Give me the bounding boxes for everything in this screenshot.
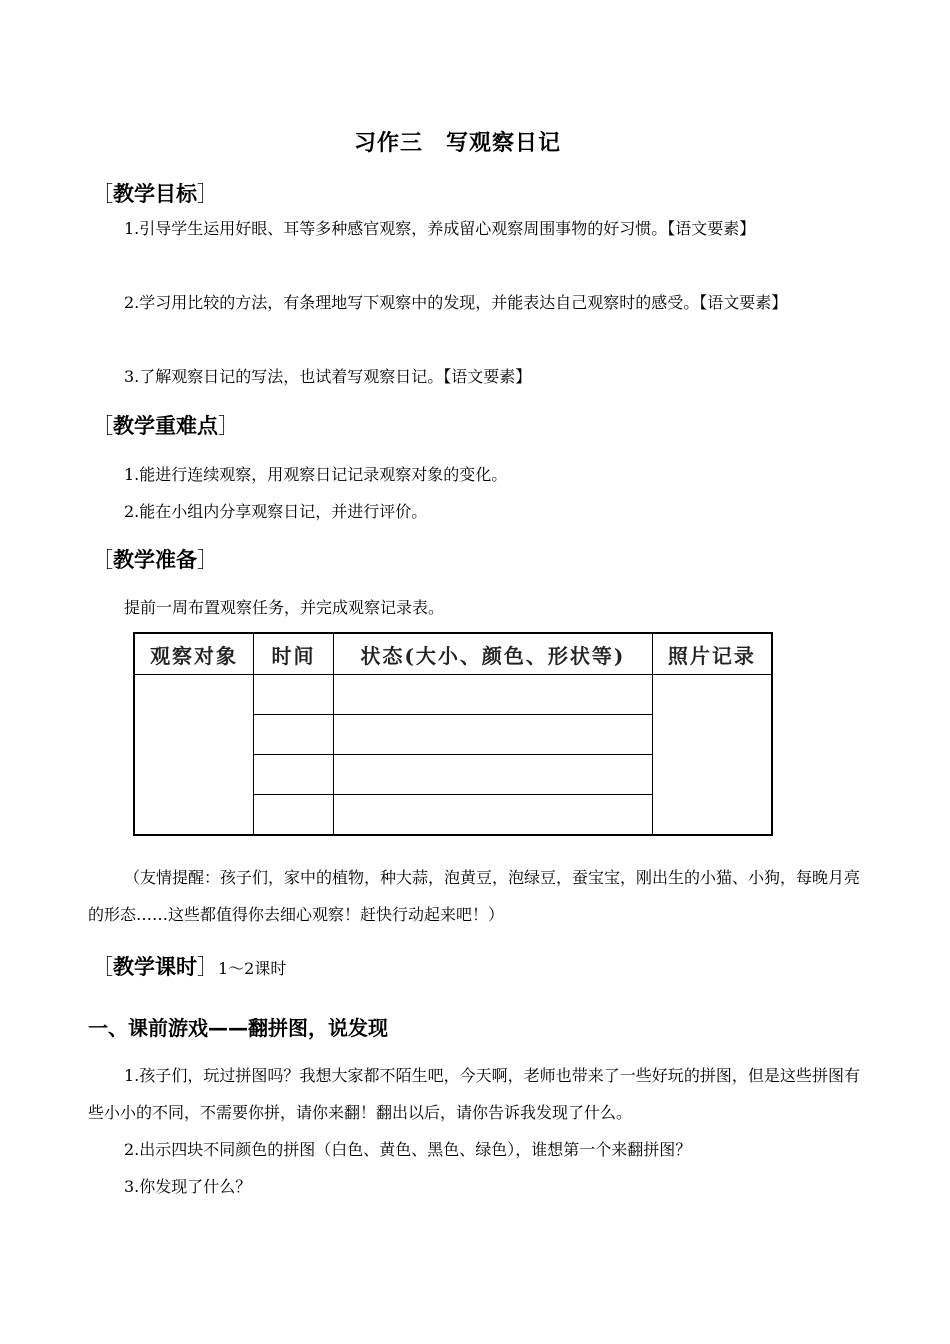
section-heading: 教学课时	[113, 955, 197, 979]
goal-item: 1.引导学生运用好眼、耳等多种感官观察，养成留心观察周围事物的好习惯。【语文要素】	[124, 219, 756, 238]
header-observation-object: 观察对象	[134, 633, 254, 675]
part1-heading: 一、课前游戏——翻拼图，说发现	[88, 1016, 388, 1040]
periods-value: 1～2课时	[218, 959, 287, 978]
header-photo-record: 照片记录	[652, 633, 772, 675]
bracket-open: ［	[92, 548, 113, 572]
key-point-item: 1.能进行连续观察，用观察日记记录观察对象的变化。	[124, 465, 508, 484]
bracket-close: ］	[197, 955, 218, 979]
goal-item: 2.学习用比较的方法，有条理地写下观察中的发现，并能表达自己观察时的感受。【语文要素】	[124, 293, 788, 312]
bracket-open: ［	[92, 414, 113, 438]
page-title: 习作三 写观察日记	[353, 131, 561, 156]
part1-item: 1.孩子们，玩过拼图吗？我想大家都不陌生吧，今天啊，老师也带来了一些好玩的拼图，但是这些拼图有些小小的不同，不需要你拼，请你来翻！翻出以后，请你告诉我发现了什么。	[88, 1066, 860, 1122]
section-periods	[92, 951, 286, 981]
cell-state	[333, 795, 652, 836]
section-key-points	[92, 410, 239, 440]
table-header-row	[134, 633, 772, 675]
part1-item: 2.出示四块不同颜色的拼图（白色、黄色、黑色、绿色），谁想第一个来翻拼图？	[124, 1140, 692, 1159]
cell-object	[134, 675, 254, 836]
bracket-open: ［	[92, 182, 113, 206]
observation-record-table	[133, 632, 773, 836]
friendly-reminder: （友情提醒：孩子们，家中的植物，种大蒜，泡黄豆，泡绿豆，蚕宝宝，刚出生的小猫、小狗，每晚月亮的形态……这些都值得你去细心观察！赶快行动起来吧！）	[88, 868, 861, 924]
bracket-close: ］	[197, 182, 218, 206]
cell-time	[254, 755, 334, 795]
cell-photo	[652, 675, 772, 836]
section-preparation	[92, 544, 218, 574]
section-teaching-goals	[92, 178, 218, 208]
cell-time	[254, 675, 334, 715]
section-heading: 教学目标	[113, 182, 197, 206]
table-row	[134, 675, 772, 715]
header-state: 状态(大小、颜色、形状等)	[333, 633, 652, 675]
goal-item: 3.了解观察日记的写法，也试着写观察日记。【语文要素】	[124, 367, 532, 386]
cell-state	[333, 755, 652, 795]
bracket-close: ］	[218, 414, 239, 438]
bracket-close: ］	[197, 548, 218, 572]
cell-time	[254, 715, 334, 755]
part1-item: 3.你发现了什么？	[124, 1177, 252, 1196]
section-heading: 教学重难点	[113, 414, 218, 438]
key-point-item: 2.能在小组内分享观察日记，并进行评价。	[124, 502, 428, 521]
cell-state	[333, 675, 652, 715]
cell-time	[254, 795, 334, 836]
section-heading: 教学准备	[113, 548, 197, 572]
preparation-intro: 提前一周布置观察任务，并完成观察记录表。	[124, 598, 445, 617]
bracket-open: ［	[92, 955, 113, 979]
cell-state	[333, 715, 652, 755]
header-time: 时间	[254, 633, 334, 675]
